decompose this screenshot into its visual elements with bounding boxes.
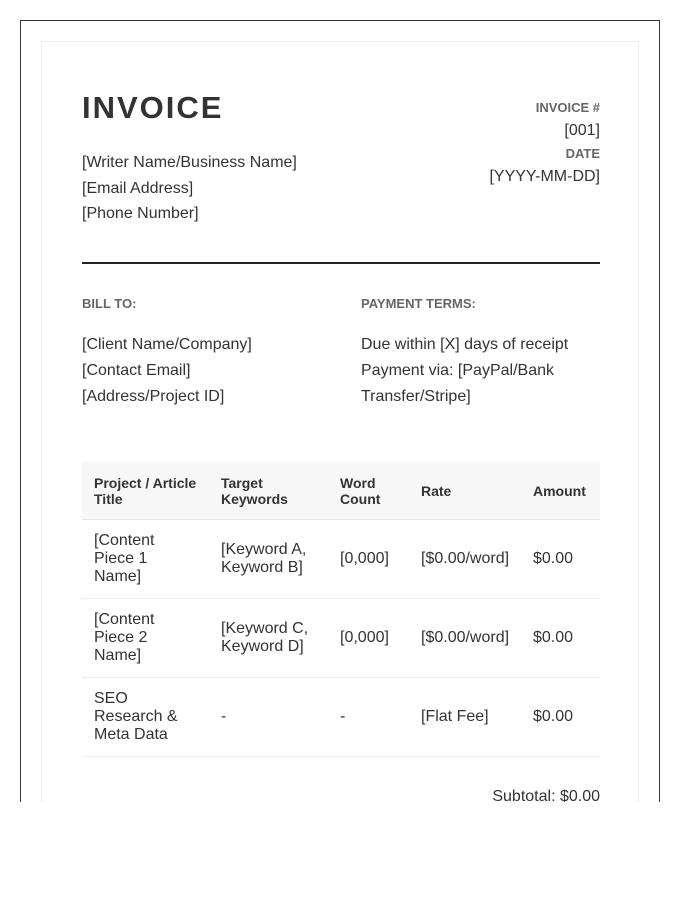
cell-keywords: [Keyword C, Keyword D] [209,599,328,678]
cell-title: [Content Piece 1 Name] [82,520,209,599]
payment-terms-details [361,332,600,410]
header-divider [82,262,600,264]
payment-terms-section [361,296,600,410]
cell-word-count: [0,000] [328,599,409,678]
writer-email: [Email Address] [82,179,194,197]
writer-name: [Writer Name/Business Name] [82,154,297,171]
line-items-table [82,462,600,757]
cell-title: [Content Piece 2 Name] [82,599,209,678]
cell-amount: $0.00 [521,599,600,678]
invoice-title: INVOICE [82,90,224,125]
invoice-date-label: DATE [565,146,600,161]
table-row [82,599,600,678]
col-header-title: Project / Article Title [82,462,209,520]
page-frame [20,20,660,802]
cell-rate: [Flat Fee] [409,678,521,757]
cell-word-count: [0,000] [328,520,409,599]
invoice-number-label: INVOICE # [535,100,600,115]
table-row [82,520,600,599]
table-header-row [82,462,600,520]
payment-method: Payment via: [PayPal/Bank [361,362,554,379]
bill-to-details [82,332,342,410]
cell-keywords: - [209,678,328,757]
cell-rate: [$0.00/word] [409,599,521,678]
bill-to-section [82,296,342,410]
client-address: [Address/Project ID] [82,388,225,405]
table-row [82,678,600,757]
col-header-keywords: Target Keywords [209,462,328,520]
cell-word-count: - [328,678,409,757]
subtotal: Subtotal: $0.00 [492,788,600,802]
payment-terms-label: PAYMENT TERMS: [361,296,476,311]
col-header-rate: Rate [409,462,521,520]
cell-amount: $0.00 [521,678,600,757]
writer-info [82,150,297,227]
cell-amount: $0.00 [521,520,600,599]
client-email: [Contact Email] [82,362,191,379]
col-header-word-count: Word Count [328,462,409,520]
cell-rate: [$0.00/word] [409,520,521,599]
cell-title: SEO Research & Meta Data [82,678,209,757]
invoice-number-value: [001] [564,122,600,139]
invoice-sheet [41,41,639,802]
col-header-amount: Amount [521,462,600,520]
bill-to-label: BILL TO: [82,296,137,311]
payment-due: Due within [X] days of receipt [361,336,569,353]
client-name: [Client Name/Company] [82,336,252,353]
invoice-meta [489,100,600,192]
writer-phone: [Phone Number] [82,205,199,222]
cell-keywords: [Keyword A, Keyword B] [209,520,328,599]
payment-method-cont: Transfer/Stripe] [361,388,471,405]
invoice-date-value: [YYYY-MM-DD] [489,168,600,185]
